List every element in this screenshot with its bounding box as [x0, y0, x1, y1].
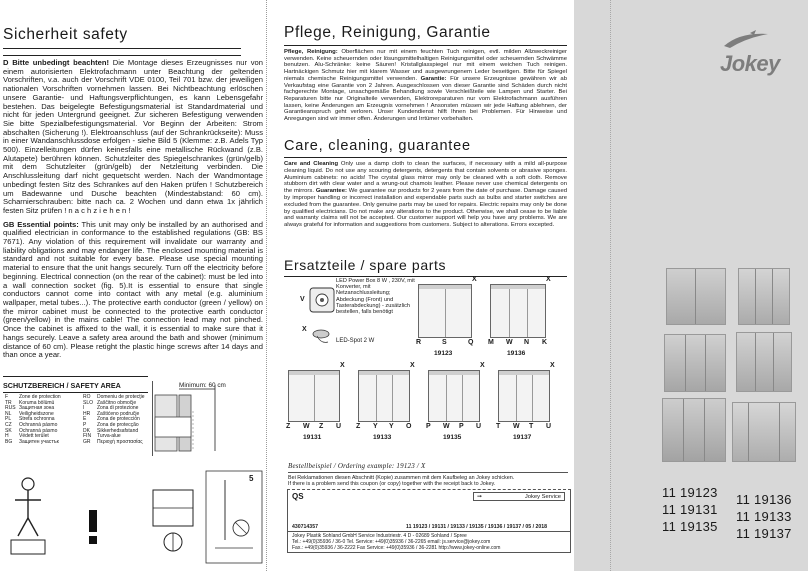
divider: [755, 333, 756, 391]
legend-code: DK: [83, 427, 90, 434]
powerbox-part: [288, 276, 418, 350]
divider: [705, 335, 706, 391]
cabinet-part-letter: Y: [373, 423, 378, 430]
complaint-en: If there is a problem send this coupon (or copy) together with the receipt back to Jokey.: [288, 481, 496, 488]
legend-text: Защитная зона: [19, 405, 55, 412]
jokey-service-label: Jokey Service: [524, 494, 561, 500]
legend-code: CZ: [5, 421, 12, 428]
cabinet-door-divider: [314, 371, 315, 421]
legend-code: P: [83, 421, 87, 428]
cabinet-door-divider: [532, 371, 533, 421]
divider: [683, 399, 684, 461]
divider: [284, 157, 567, 158]
model-codes-col-1: [662, 484, 718, 535]
minimum-label: Minimum: 60 cm: [179, 382, 226, 389]
care-text-en: [284, 161, 567, 229]
cabinet-part-letter: Z: [286, 423, 291, 430]
cabinet-door-divider: [392, 371, 393, 421]
cabinet-drawing: [428, 370, 480, 422]
cabinet-door-divider: [462, 371, 463, 421]
legend-code: RUS: [5, 405, 16, 412]
legend-col-1: [3, 395, 81, 445]
cabinet-door-divider: [376, 371, 377, 421]
divider: [284, 45, 567, 46]
cabinet-light-strip: [491, 285, 545, 289]
legend-text: Sikkerhedsafstand: [97, 427, 139, 434]
cabinet-part-letter: Z: [356, 423, 361, 430]
address-block: [292, 534, 500, 552]
model-codes-col-2: [736, 491, 792, 542]
care-de-body: Oberflächen nur mit einem feuchten Tuch reinigen, evtl. milden Allzweckreiniger verwenden. Keine scheuernden oder lösungsmittelhaltigen Reinigungsmittel oder scheuernden Schwämme benutzen. Alu-Schränke: keine Säuren! Kristallglasspiegel nur mit einem weichen Tuch reinigen. Hartnäckigen Schmutz hier mit klarem Wasser und ausgewrungenem Leder beseitigen. Bitte für Spiegel niemals chemische Reinigungsmittel verwenden.: [284, 49, 567, 82]
legend-text: Ochranná pásmo: [19, 427, 58, 434]
legend-code: HR: [83, 410, 91, 417]
cabinet-part-letter: W: [303, 423, 310, 430]
legend-code: PL: [5, 416, 12, 423]
divider: [773, 333, 774, 391]
cabinet-part-letter: P: [459, 423, 464, 430]
model-list: 11 19123 / 19131 / 19133 / 19135 / 19136 / 19137 / 05 / 2018: [406, 524, 548, 530]
cabinet-drawing: [498, 370, 550, 422]
part-x-label: X: [302, 326, 307, 333]
gb-safety-heading: GB Essential points:: [3, 219, 79, 229]
care-en-heading: Care and Cleaning: [284, 161, 339, 167]
led-spot-label: LED-Spot 2 W: [336, 338, 375, 344]
cabinet-code: 19131: [303, 434, 322, 441]
gb-safety-body: This unit may only be installed by an authorised and qualified electrician in conformance to the established regulations (GB: BS 7671). Any violation of this requirement will invalidate our warranty and liability obligations and may endanger life. The enclosed mounting material is standard and not suitable for every base. Please use special mounting material to ensure that the unit hangs securely. Turn off the electricity before beginning. Electrical connection (on the rear of the cabinet): must be led into a wall connection socket (fig. 5).It is essential to ensure that single conductors cannot come into contact with any metal (e.g. aluminium wallpaper, metal tubes...). The protective earth conductor (green / yellow) on the mirror cabinet must be connected to the protective earth conductor (green/yellow) in the mains cable! The connection lead may not pinched. Once the cabinet is affixed to the wall, it is essential to make sure that it hangs securely. Leave a safety area around the bath and shower (minimum distance of 60 cm). Please retight the plastic hinge screws after 14 days and than once a year.: [3, 219, 263, 360]
legend-code: SLO: [83, 399, 94, 406]
cabinet-light-strip: [359, 371, 409, 375]
cabinet-light-strip: [429, 371, 479, 375]
model-code: 11 19137: [736, 526, 792, 541]
cabinet-part-letter: O: [406, 423, 412, 430]
cabinet-door-divider: [509, 285, 510, 337]
cabinet-part-letter: N: [524, 339, 530, 346]
cabinet-part-letter: U: [336, 423, 342, 430]
address-line-2: Tel.: +49(0)35936 / 36-0 Tel. Service: +49(0)35936 / 36-2265 email: js.service@jokey.com: [292, 538, 491, 545]
cabinet-part-letter: Z: [319, 423, 324, 430]
legend-code: H: [5, 433, 9, 440]
address-line-3: Fax.: +49(0)35936 / 36-2222 Fax Service: +49(0)35936 / 36-2281 http://www.jokey-online.com: [292, 544, 501, 551]
cabinet-door-divider: [446, 371, 447, 421]
warranty-de-body: Für unsere Erzeugnisse gewähren wir ab Verkaufstag eine Garantie von 2 Jahren. Ausgeschlossen von dieser Garantie sind Schäden durch nicht fachgerechte Montage, unsachgemäße Behandlung sowie Verschleißteile wie Lampen und Starter. Bei Reparaturen bitte nur Originalteile verwenden, Elektroreparaturen nur vom Elektrofachmann ausführen lassen, keine Änderungen am Erzeugnis vornehmen ! Ansonsten müssen wir jede Haftung ablehnen, der Garantieanspruch geht verloren. Unser Kundendienst hilft Ihnen bei Problemen. Für Hinweise und Anregungen sind wir immer offen. Änderungen und Irrtümer vorbehalten.: [284, 75, 567, 123]
product-photo: [732, 402, 796, 462]
cabinet-light-strip: [289, 371, 339, 375]
guarantee-en-body: We guarantee our products for 2 years from the date of purchase. Damage caused by improper handling or incorrect installation and expendable parts such as bulbs and starter switches are excluded from the guarantee. Only genuine parts may be used for repairs. Electric repairs may only be done by qualified electricians. Do not make any alterations to the product. Otherwise, we shall cease to be liable and warranty claims will not be accepted. Our customer support will help you have any problems. We are always grateful for information and suggestions from customers. Subject to alterations. Errors excepted.: [284, 188, 567, 229]
divider: [704, 399, 705, 461]
legend-code: RO: [83, 394, 91, 400]
legend-text: Zona de protección: [97, 416, 140, 423]
cabinet-drawing: [490, 284, 546, 338]
divider: [3, 55, 241, 56]
care-title-de: Pflege, Reinigung, Garantie: [284, 24, 491, 41]
cabinet-door-divider: [445, 285, 446, 337]
cabinet-drawing: [288, 370, 340, 422]
cabinet-part-letter: S: [442, 339, 447, 346]
cabinet-part-letter: W: [443, 423, 450, 430]
arrow-icon: ➞: [477, 494, 483, 500]
cabinet-part-letter: R: [416, 339, 422, 346]
product-photo: [666, 268, 726, 325]
cabinet-part-x-label: X: [480, 362, 485, 369]
cabinet-part-x-label: X: [546, 276, 551, 283]
legend-text: Zona di protezione: [97, 405, 139, 412]
legend-text: Domeniu de protecţie: [97, 394, 145, 400]
cabinet-door-divider: [516, 371, 517, 421]
care-section: [284, 24, 567, 123]
legend-code: E: [83, 416, 87, 423]
cabinet-door-divider: [527, 285, 528, 337]
cabinet-part-x-label: X: [340, 362, 345, 369]
cabinet-part-letter: M: [488, 339, 494, 346]
legend-text: Ochranná pásmo: [19, 421, 58, 428]
legend-text: Strefa ochronna: [19, 416, 55, 423]
care-en-body: Only use a damp cloth to clean the surfaces, if necessary with a mild all-purpose cleaning liquid. Do not use any scouring detergents, detergents that contain solvents or abrasive sponges. Aluminium cabinets: no acids! The crystal glass mirror may only be cleaned with a soft cloth. Remove stubborn dirt with clear water and a wrung-out chamois leather. Please never use chemical detergents on the mirrors.: [284, 161, 568, 195]
care-title-en: Care, cleaning, guarantee: [284, 138, 471, 154]
powerbox-text: LED Power Box 8 W , 230V, mit Konverter, mit Netzanschlussleitung; Abdeckung (Front) und Tasterabdeckung) - zusätzlich bestellen, falls benötigt: [336, 278, 415, 316]
qs-label: QS: [292, 492, 304, 501]
legend-text: Zaštićeno područje: [97, 410, 140, 417]
bath-zone-drawing: [153, 381, 263, 456]
safety-section: [3, 26, 264, 360]
divider: [748, 403, 749, 461]
cabinet-code: 19135: [443, 434, 462, 441]
installation-figures: [3, 470, 203, 565]
de-safety-text: [3, 59, 263, 216]
legend-text: Zaščitno območje: [97, 399, 137, 406]
legend-code: NL: [5, 410, 12, 417]
cabinet-code: 19123: [434, 350, 453, 357]
cabinet-part-x-label: X: [472, 276, 477, 283]
fig-5-label: 5: [249, 474, 254, 483]
complaint-de: Bei Reklamationen diesen Abschnitt (Kopie) zusammen mit dem Kaufbeleg an Jokey schicken.: [288, 475, 515, 481]
cabinet-drawing: [358, 370, 410, 422]
brand-name: Jokey: [720, 51, 780, 76]
de-safety-heading: D Bitte unbedingt beachten!: [3, 58, 110, 67]
safety-title: Sicherheit safety: [3, 26, 128, 43]
cabinet-part-letter: Q: [468, 339, 474, 346]
installation-icons: [3, 470, 203, 565]
jokey-service-box: [473, 492, 565, 501]
care-text-de: [284, 49, 567, 123]
divider: [772, 269, 773, 324]
product-photo: [662, 398, 726, 462]
fold-line: [610, 0, 612, 571]
legend-code: SK: [5, 427, 12, 434]
divider: [288, 531, 570, 532]
legend-text: Защитен участък: [19, 438, 59, 445]
order-example: Bestellbeispiel / Ordering example: 19123 / X: [288, 462, 426, 470]
cabinet-code: 19136: [507, 350, 526, 357]
divider: [779, 403, 780, 461]
product-photo: [736, 332, 792, 392]
legend-code: TR: [5, 399, 12, 406]
safety-area-title: SCHUTZBEREICH / SAFETY AREA: [3, 381, 121, 390]
guarantee-en-heading: Guarantee:: [315, 188, 347, 195]
product-photo: [738, 268, 790, 325]
part-v-label: V: [300, 296, 305, 303]
warranty-de-heading: Garantie:: [420, 75, 447, 82]
model-code: 11 19131: [662, 502, 718, 517]
cabinet-part-letter: T: [529, 423, 534, 430]
spare-parts-section: [284, 257, 567, 277]
cabinet-part-letter: W: [513, 423, 520, 430]
cabinet-part-letter: T: [496, 423, 501, 430]
divider: [695, 269, 696, 324]
cabinet-part-letter: W: [506, 339, 513, 346]
legend-row: [5, 440, 79, 446]
care-de-heading: Pflege, Reinigung:: [284, 49, 338, 55]
cabinet-light-strip: [499, 371, 549, 375]
cabinet-light-strip: [419, 285, 471, 289]
divider: [3, 392, 148, 393]
model-code: 11 19135: [662, 519, 718, 534]
address-line-1: Jokey Plastik Sohland GmbH Service Industriestr. 4 D - 02689 Sohland / Spree: [292, 533, 467, 539]
legend-row: [83, 440, 157, 446]
gb-safety-text: [3, 221, 263, 360]
divider: [755, 269, 756, 324]
brand-logo: [720, 30, 780, 77]
cabinet-part-letter: P: [426, 423, 431, 430]
legend-code: FIN: [83, 433, 92, 440]
legend-text: Zone de protection: [19, 394, 61, 400]
model-code: 11 19133: [736, 509, 792, 524]
cabinet-part-x-label: X: [550, 362, 555, 369]
care-section-en: [284, 138, 567, 229]
coupon-box: [287, 489, 571, 553]
wall-socket-figure: [205, 470, 263, 565]
divider: [288, 472, 568, 473]
legend-col-2: [81, 395, 159, 445]
cabinet-drawing: [418, 284, 472, 338]
zone-legend: [3, 395, 159, 445]
complaint-text: [288, 475, 568, 488]
fold-line: [266, 0, 268, 571]
legend-text: Zona de protecção: [97, 421, 139, 428]
spare-parts-title: Ersatzteile / spare parts: [284, 257, 447, 273]
safety-area-diagram: [152, 381, 263, 456]
divider: [685, 335, 686, 391]
legend-text: Περιοχή προστασίας: [97, 438, 143, 445]
cabinet-part-letter: Y: [389, 423, 394, 430]
legend-code: F: [5, 394, 9, 400]
legend-text: Turva-alue: [97, 433, 121, 440]
divider: [3, 48, 241, 49]
legend-text: Veiligheidszone: [19, 410, 54, 417]
cabinet-part-letter: U: [476, 423, 482, 430]
product-photo: [664, 334, 726, 392]
legend-code: I: [83, 405, 85, 412]
cabinet-code: 19133: [373, 434, 392, 441]
legend-code: GR: [83, 438, 91, 445]
cabinet-part-letter: K: [542, 339, 548, 346]
model-code: 11 19136: [736, 492, 792, 507]
cabinet-part-letter: U: [546, 423, 552, 430]
legend-text: Védett terület: [19, 433, 49, 440]
divider: [3, 376, 148, 377]
doc-number: 430714357: [292, 524, 318, 530]
fig-5-box: [205, 470, 263, 565]
model-code: 11 19123: [662, 485, 718, 500]
brand-swoosh-icon: [720, 30, 772, 50]
de-safety-body: Die Montage dieses Erzeugnisses nur von einem autorisierten Elektrofachmann unter Beachtung der geltenden Vorschriften, v.a. auch der Vorschrift VDE 0100, Teil 701 bzw. der jeweiligen nationalen Vorschriften vornehmen lassen. Bei Nichtbeachtung erlöschen unsere Garantie- und Haftungsverpflichtungen, es kann Lebensgefahr bestehen. Das beigelegte Befestigungsmaterial ist Standardmaterial und nicht für jeden Untergrund geeignet. Zur sicheren Befestigung verwenden Sie bitte Spezialbefestigungsmaterial. Vor Beginn der Arbeiten: Strom abschalten (Sicherung !). Elektroanschluss (auf der Schrankrückseite): Muss in einer Wandanschlussdose erfolgen - siehe Bild 5 (Klemme: z.B. Adels Typ 500). Einzelleitungen dürfen keinesfalls eine metallische Rückwand (z.B. Alutapete) berühren können. Schutzleiter des Spiegelschrankes (grün/gelb) mit dem Schutzleiter (grün/gelb) der Netzleitung verbinden. Die Anschlussleitung darf nicht gequetscht werden. Nach der Wandmontage unbedingt festen Sitz des Schrankes auf den Haken prüfen ! Schutzbereich um Badewanne und Dusche beachten (Mindestabstand: 60 cm). Scharnierschrauben: bitte nach ca. 2 Wochen und dann etwa 1x jährlich festen Sitz prüfen ! n a c h z i e h e n !: [3, 58, 264, 215]
legend-code: BG: [5, 438, 13, 445]
cabinet-part-x-label: X: [410, 362, 415, 369]
legend-text: Koruma bölümü: [19, 399, 55, 406]
cabinet-code: 19137: [513, 434, 532, 441]
